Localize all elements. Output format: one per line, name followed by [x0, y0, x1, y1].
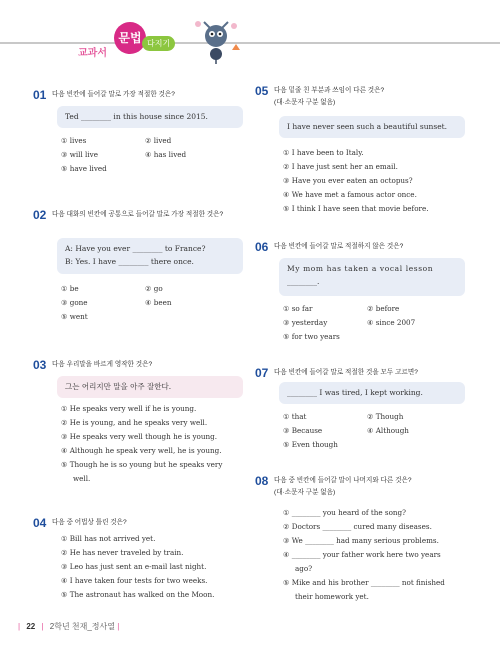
question-number: 05	[255, 84, 269, 98]
question-note: (대·소문자 구분 없음)	[274, 99, 336, 106]
option-3: ③ gone	[61, 298, 88, 307]
option-4: ④ has lived	[145, 150, 187, 159]
header-badge: 다지기	[142, 36, 175, 51]
question-text: 다음 중 어법상 틀린 것은?	[52, 519, 127, 526]
question-04	[33, 516, 243, 616]
question-number: 01	[33, 88, 47, 102]
header-title-bubble: 문법	[114, 22, 146, 54]
footer-bar-icon: |	[18, 622, 21, 631]
question-number: 03	[33, 358, 47, 372]
option-3: ③ We ________ had many serious problems.	[283, 536, 439, 545]
question-text: 다음 빈칸에 들어갈 말로 적절한 것을 모두 고르면?	[274, 369, 418, 376]
question-number: 08	[255, 474, 269, 488]
option-4: ④ Although he speak very well, he is young.	[61, 446, 222, 455]
question-number: 07	[255, 366, 269, 380]
page-footer	[18, 621, 123, 632]
option-5: ⑤ I think I have seen that movie before.	[283, 204, 429, 213]
option-2: ② before	[367, 304, 400, 313]
mascot-illustration-icon	[190, 14, 242, 64]
question-08	[255, 474, 465, 604]
box-line-1: My mom has taken a vocal lesson	[287, 264, 434, 273]
header-subtitle: 교과서	[78, 48, 107, 59]
option-3: ③ He speaks very well though he is young.	[61, 432, 218, 441]
page-header	[78, 8, 258, 70]
question-box: ________ I was tired, I kept working.	[279, 382, 465, 404]
option-5: ⑤ Mike and his brother ________ not finished	[283, 578, 445, 587]
question-06	[255, 240, 465, 350]
option-4: ④ since 2007	[367, 318, 416, 327]
dialogue-line-a: A: Have you ever ________ to France?	[65, 244, 206, 253]
option-4-continued: ago?	[295, 564, 313, 573]
option-4: ④ I have taken four tests for two weeks.	[61, 576, 208, 585]
option-1: ① I have been to Italy.	[283, 148, 364, 157]
option-1: ① so far	[283, 304, 313, 313]
footer-bar-icon: |	[117, 622, 120, 631]
question-box: I have never seen such a beautiful sunset.	[279, 116, 465, 138]
option-2: ② go	[145, 284, 163, 293]
option-3: ③ Leo has just sent an e-mail last night.	[61, 562, 207, 571]
option-2: ② lived	[145, 136, 172, 145]
option-2: ② He has never traveled by train.	[61, 548, 184, 557]
option-3: ③ Have you ever eaten an octopus?	[283, 176, 413, 185]
question-note: (대·소문자 구분 없음)	[274, 489, 336, 496]
option-4: ④ Although	[367, 426, 409, 435]
question-number: 04	[33, 516, 47, 530]
question-text: 다음 밑줄 친 부분과 쓰임이 다른 것은?	[274, 87, 385, 94]
footer-bar-icon: |	[41, 622, 44, 631]
option-1: ① He speaks very well if he is young.	[61, 404, 197, 413]
question-05	[255, 84, 465, 224]
question-03	[33, 358, 243, 488]
option-1: ① lives	[61, 136, 87, 145]
option-2: ② Doctors ________ cured many diseases.	[283, 522, 432, 531]
question-02	[33, 208, 243, 328]
option-3: ③ will live	[61, 150, 98, 159]
question-01	[33, 88, 243, 188]
option-3: ③ yesterday	[283, 318, 328, 327]
option-5: ⑤ The astronaut has walked on the Moon.	[61, 590, 215, 599]
korean-sentence-box: 그는 어리지만 말을 아주 잘한다.	[57, 376, 243, 398]
question-07	[255, 366, 465, 466]
option-1: ① that	[283, 412, 307, 421]
option-5: ⑤ for two years	[283, 332, 340, 341]
dialogue-box	[57, 238, 243, 274]
option-5-continued: well.	[73, 474, 91, 483]
option-2: ② He is young, and he speaks very well.	[61, 418, 208, 427]
option-2: ② I have just sent her an email.	[283, 162, 398, 171]
option-1: ① be	[61, 284, 79, 293]
option-5: ⑤ Though he is so young but he speaks very	[61, 460, 223, 469]
question-text: 다음 빈칸에 들어갈 말로 적절하지 않은 것은?	[274, 243, 404, 250]
dialogue-line-b: B: Yes. I have ________ there once.	[65, 257, 194, 266]
question-box	[279, 258, 465, 296]
option-4: ④ ________ your father work here two years	[283, 550, 441, 559]
question-number: 02	[33, 208, 47, 222]
option-1: ① ________ you heard of the song?	[283, 508, 406, 517]
option-2: ② Though	[367, 412, 404, 421]
option-3: ③ Because	[283, 426, 323, 435]
option-4: ④ been	[145, 298, 172, 307]
question-text: 다음 빈칸에 들어갈 말로 가장 적절한 것은?	[52, 91, 175, 98]
question-box: Ted ________ in this house since 2015.	[57, 106, 243, 128]
option-5-continued: their homework yet.	[295, 592, 369, 601]
question-text: 다음 우리말을 바르게 영작한 것은?	[52, 361, 153, 368]
question-number: 06	[255, 240, 269, 254]
box-line-2: ________.	[287, 277, 320, 286]
question-text: 다음 중 빈칸에 들어갈 말이 나머지와 다른 것은?	[274, 477, 412, 484]
option-5: ⑤ went	[61, 312, 88, 321]
option-5: ⑤ have lived	[61, 164, 107, 173]
question-text: 다음 대화의 빈칸에 공통으로 들어갈 말로 가장 적절한 것은?	[52, 211, 224, 218]
footer-text: 2학년 천재_정사열	[49, 622, 115, 631]
option-5: ⑤ Even though	[283, 440, 338, 449]
page-number: 22	[26, 622, 36, 631]
option-4: ④ We have met a famous actor once.	[283, 190, 417, 199]
option-1: ① Bill has not arrived yet.	[61, 534, 156, 543]
